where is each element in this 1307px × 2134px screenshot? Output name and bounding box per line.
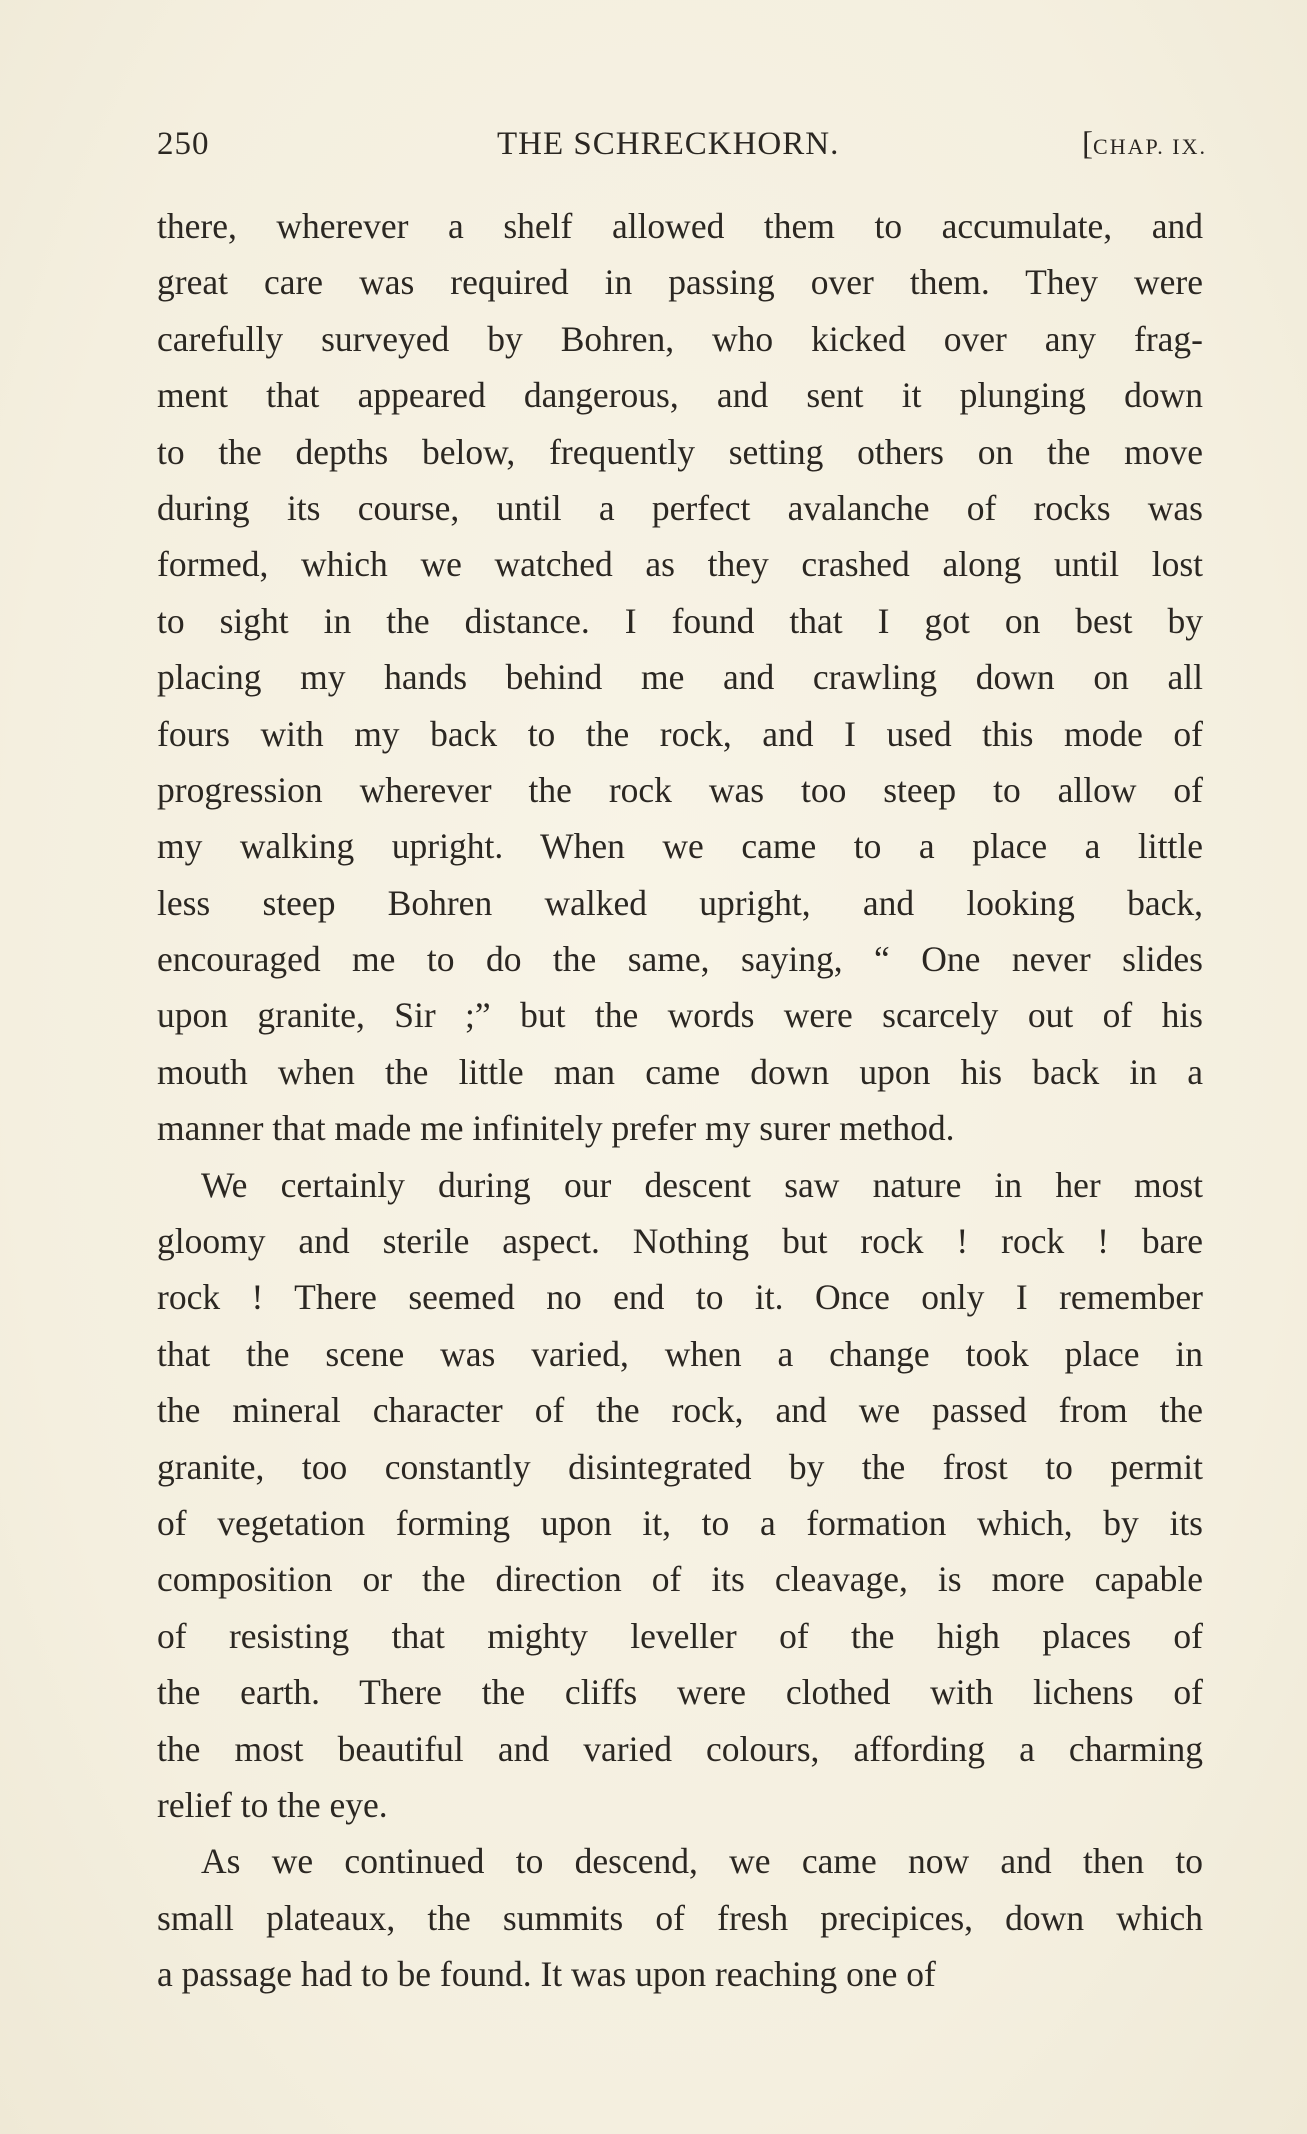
text-line: formed, which we watched as they crashed along until lost bbox=[157, 544, 1203, 585]
text-line: composition or the direction of its cleavage, is more capable bbox=[157, 1559, 1203, 1600]
text-line: granite, too constantly disintegrated by the frost to permit bbox=[157, 1446, 1203, 1487]
text-line: that the scene was varied, when a change took place in bbox=[157, 1333, 1203, 1374]
text-line: of resisting that mighty leveller of the high places of bbox=[157, 1615, 1203, 1656]
text-line: We certainly during our descent saw nature in her most bbox=[201, 1164, 1203, 1205]
text-line: placing my hands behind me and crawling down on all bbox=[157, 657, 1203, 698]
text-line: progression wherever the rock was too steep to allow of bbox=[157, 769, 1203, 810]
text-line: manner that made me infinitely prefer my surer method. bbox=[157, 1108, 955, 1149]
text-line: to the depths below, frequently setting others on the move bbox=[157, 431, 1203, 472]
running-head bbox=[157, 122, 1207, 166]
text-line: ment that appeared dangerous, and sent it plunging down bbox=[157, 375, 1203, 416]
page-number: 250 bbox=[157, 126, 210, 162]
text-line: my walking upright. When we came to a place a little bbox=[157, 826, 1203, 867]
text-line: less steep Bohren walked upright, and looking back, bbox=[157, 882, 1203, 923]
text-line: a passage had to be found. It was upon reaching one of bbox=[157, 1954, 936, 1995]
text-line: great care was required in passing over them. They were bbox=[157, 262, 1203, 303]
text-line: As we continued to descend, we came now and then to bbox=[201, 1841, 1203, 1882]
text-line: mouth when the little man came down upon his back in a bbox=[157, 1051, 1203, 1092]
text-line: gloomy and sterile aspect. Nothing but rock ! rock ! bare bbox=[157, 1221, 1203, 1262]
text-line: the earth. There the cliffs were clothed with lichens of bbox=[157, 1672, 1203, 1713]
text-line: small plateaux, the summits of fresh precipices, down which bbox=[157, 1897, 1203, 1938]
text-line: relief to the eye. bbox=[157, 1784, 388, 1825]
text-line: rock ! There seemed no end to it. Once only I remember bbox=[157, 1277, 1203, 1318]
text-line: the most beautiful and varied colours, affording a charming bbox=[157, 1728, 1203, 1769]
text-line: fours with my back to the rock, and I used this mode of bbox=[157, 713, 1203, 754]
text-line: to sight in the distance. I found that I got on best by bbox=[157, 600, 1203, 641]
text-line: there, wherever a shelf allowed them to accumulate, and bbox=[157, 206, 1203, 246]
running-title: THE SCHRECKHORN. bbox=[497, 126, 840, 162]
body-text bbox=[157, 198, 1203, 2003]
text-line: of vegetation forming upon it, to a formation which, by its bbox=[157, 1502, 1203, 1543]
chapter-bracket: [ bbox=[1082, 126, 1094, 162]
text-line: encouraged me to do the same, saying, “ One never slides bbox=[157, 939, 1203, 980]
text-line: carefully surveyed by Bohren, who kicked over any frag- bbox=[157, 318, 1203, 359]
text-line: during its course, until a perfect avalanche of rocks was bbox=[157, 487, 1203, 528]
chapter-label: CHAP. IX. bbox=[1093, 134, 1207, 159]
paragraph bbox=[157, 1833, 1203, 2002]
paragraph bbox=[157, 198, 1203, 1157]
chapter-reference bbox=[1082, 122, 1207, 169]
text-line: upon granite, Sir ;” but the words were scarcely out of his bbox=[157, 995, 1203, 1036]
text-line: the mineral character of the rock, and we passed from the bbox=[157, 1390, 1203, 1431]
paragraph bbox=[157, 1157, 1203, 1834]
